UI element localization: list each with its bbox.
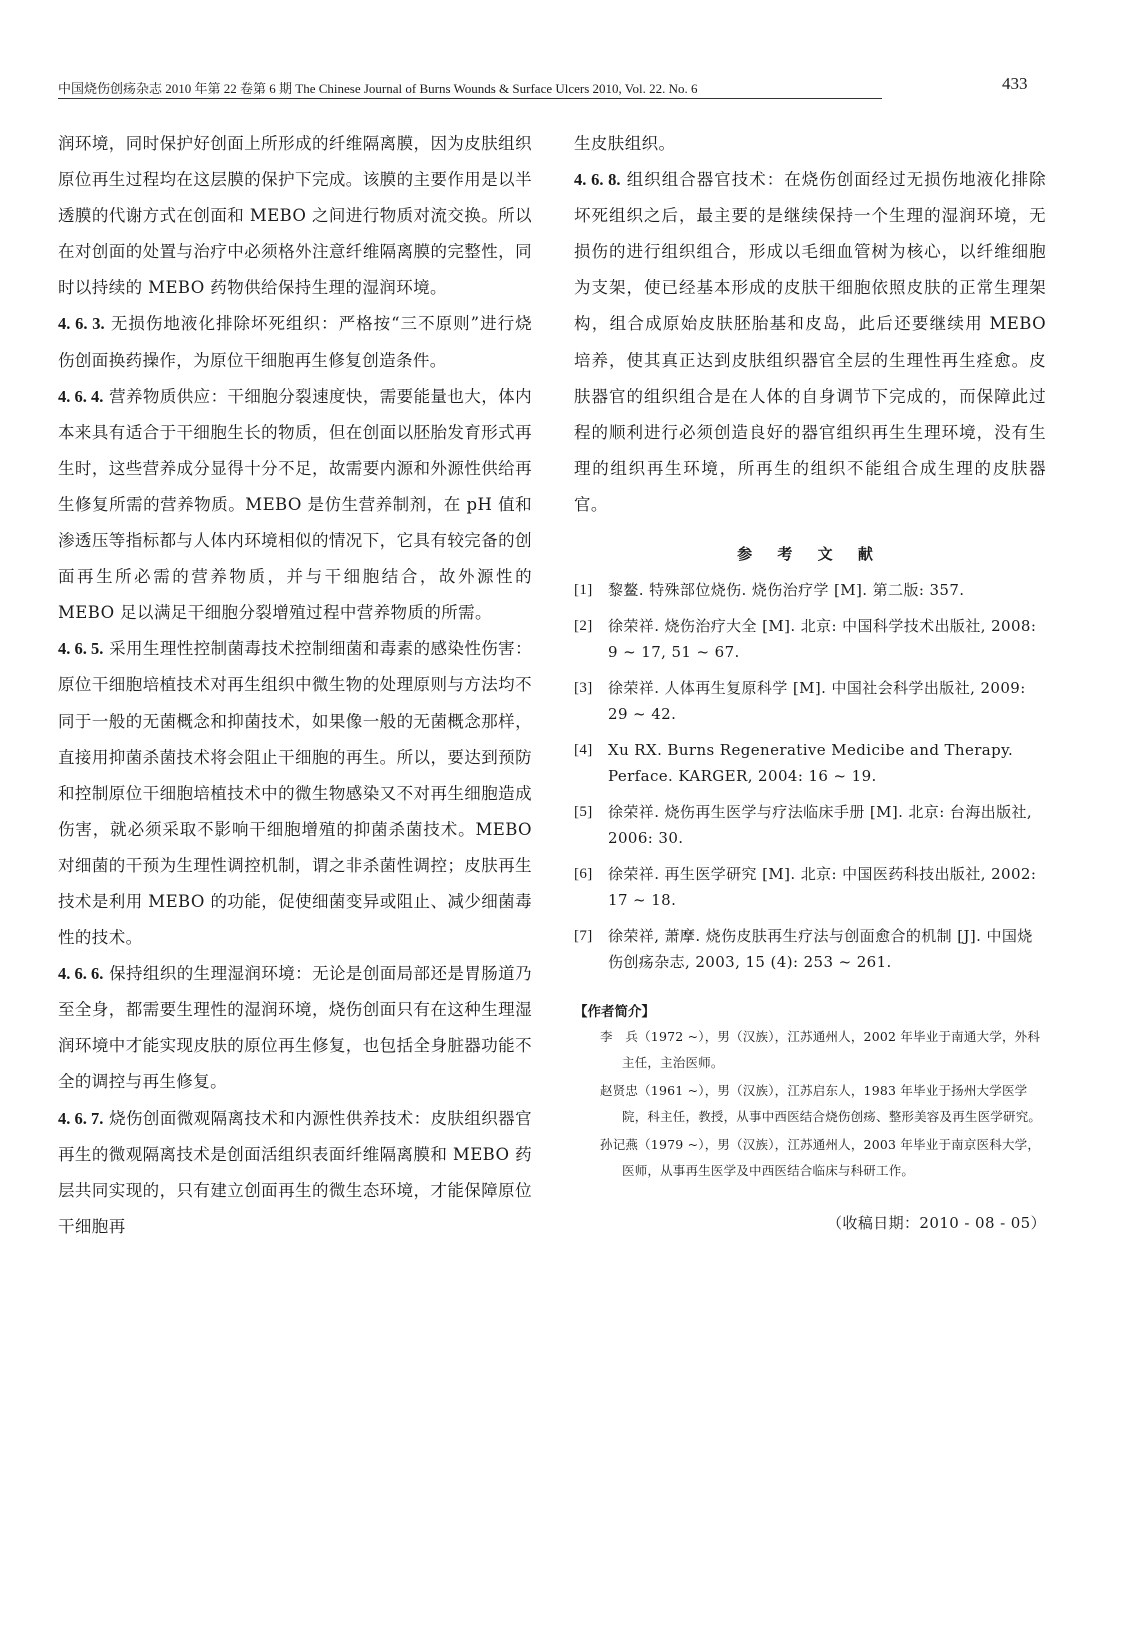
reference-text: 徐荣祥. 人体再生复原科学 [M]. 中国社会科学出版社, 2009: 29 ~ 42. (608, 678, 1026, 724)
reference-number: [3] (574, 679, 593, 696)
reference-item (574, 613, 1046, 666)
reference-text: 徐荣祥. 烧伤再生医学与疗法临床手册 [M]. 北京: 台海出版社, 2006: 30. (608, 802, 1033, 848)
reference-number: [6] (574, 865, 593, 882)
reference-number: [2] (574, 617, 593, 634)
paragraph-text: 保持组织的生理湿润环境：无论是创面局部还是胃肠道乃至全身，都需要生理性的湿润环境，烧伤创面只有在这种生理湿润环境中才能实现皮肤的原位再生修复，也包括全身脏器功能不全的调控与再生修复。 (58, 964, 533, 1092)
left-column (58, 126, 532, 1245)
reference-text: 徐荣祥, 萧摩. 烧伤皮肤再生疗法与创面愈合的机制 [J]. 中国烧伤创疡杂志, 2003, 15 (4): 253 ~ 261. (608, 926, 1033, 972)
reference-text: 黎鳌. 特殊部位烧伤. 烧伤治疗学 [M]. 第二版: 357. (608, 581, 965, 600)
section-number: 4. 6. 3. (58, 314, 105, 334)
paragraph-text: 营养物质供应：干细胞分裂速度快，需要能量也大，体内本来具有适合于干细胞生长的物质，但在创面以胚胎发育形式再生时，这些营养成分显得十分不足，故需要内源和外源性供给再生修复所需的营养物质。MEBO 是仿生营养制剂，在 pH 值和渗透压等指标都与人体内环境相似的情况下，它具有较完备的创面再生所必需的营养物质，并与干细胞结合，故外源性的 MEBO 足以满足干细胞分裂增殖过程中营养物质的所需。 (58, 386, 533, 623)
reference-item (574, 861, 1046, 914)
paragraph (58, 956, 532, 1100)
received-date: （收稿日期：2010 - 08 - 05） (827, 1213, 1046, 1232)
reference-list (574, 577, 1046, 976)
reference-number: [1] (574, 582, 593, 599)
section-number: 4. 6. 7. (58, 1108, 104, 1128)
section-number: 4. 6. 4. (58, 386, 104, 406)
reference-number: [7] (574, 927, 593, 944)
page-number: 433 (1002, 74, 1028, 93)
paragraph-text: 生皮肤组织。 (574, 134, 676, 153)
reference-text: Xu RX. Burns Regenerative Medicibe and Therapy. Perface. KARGER, 2004: 16 ~ 19. (608, 740, 1014, 786)
references-heading: 参 考 文 献 (737, 545, 883, 564)
reference-item (574, 675, 1046, 728)
paragraph (58, 306, 532, 378)
reference-item (574, 737, 1046, 790)
reference-number: [4] (574, 741, 593, 758)
author-bio: 赵贤忠（1961 ~），男（汉族），江苏启东人，1983 年毕业于扬州大学医学院，科主任，教授，从事中西医结合烧伤创疡、整形美容及再生医学研究。 (600, 1082, 1042, 1124)
paragraph-text: 烧伤创面微观隔离技术和内源性供养技术：皮肤组织器官再生的微观隔离技术是创面活组织表面纤维隔离膜和 MEBO 药层共同实现的，只有建立创面再生的微生态环境，才能保障原位干细胞再 (58, 1108, 533, 1236)
author-info-heading: 【作者简介】 (574, 1003, 655, 1020)
author-bio: 李 兵（1972 ~），男（汉族），江苏通州人，2002 年毕业于南通大学，外科主任，主治医师。 (600, 1028, 1041, 1070)
right-column (574, 126, 1046, 1236)
paragraph (574, 126, 1046, 162)
section-number: 4. 6. 8. (574, 170, 621, 190)
paragraph-text: 组织组合器官技术：在烧伤创面经过无损伤地液化排除坏死组织之后，最主要的是继续保持一个生理的湿润环境，无损伤的进行组织组合，形成以毛细血管树为核心，以纤维细胞为支架，使已经基本形成的皮肤干细胞依照皮肤的正常生理架构，组合成原始皮肤胚胎基和皮岛，此后还要继续用 MEBO 培养，使其真正达到皮肤组织器官全层的生理性再生痊愈。皮肤器官的组织组合是在人体的自身调节下完成的，而保障此过程的顺利进行必须创造良好的器官组织再生生理环境，没有生理的组织再生环境，所再生的组织不能组合成生理的皮肤器官。 (574, 170, 1046, 514)
paragraph (58, 379, 532, 632)
section-number: 4. 6. 6. (58, 964, 104, 984)
section-number: 4. 6. 5. (58, 639, 104, 659)
paragraph-text: 采用生理性控制菌毒技术控制细菌和毒素的感染性伤害：原位干细胞培植技术对再生组织中微生物的处理原则与方法均不同于一般的无菌概念和抑菌技术，如果像一般的无菌概念那样，直接用抑菌杀菌技术将会阻止干细胞的再生。所以，要达到预防和控制原位干细胞培植技术中的微生物感染又不对再生细胞造成伤害，就必须采取不影响干细胞增殖的抑菌杀菌技术。MEBO 对细菌的干预为生理性调控机制，谓之非杀菌性调控；皮肤再生技术是利用 MEBO 的功能，促使细菌变异或阻止、减少细菌毒性的技术。 (58, 639, 533, 948)
reference-number: [5] (574, 803, 593, 820)
reference-item (574, 799, 1046, 852)
header-rule (58, 98, 882, 99)
paragraph (58, 631, 532, 956)
paragraph-text: 润环境，同时保护好创面上所形成的纤维隔离膜，因为皮肤组织原位再生过程均在这层膜的保护下完成。该膜的主要作用是以半透膜的代谢方式在创面和 MEBO 之间进行物质对流交换。所以在对创面的处置与治疗中必须格外注意纤维隔离膜的完整性，同时以持续的 MEBO 药物供给保持生理的湿润环境。 (58, 134, 532, 298)
paragraph (58, 126, 532, 306)
paragraph-text: 无损伤地液化排除坏死组织：严格按“三不原则”进行烧伤创面换药操作，为原位干细胞再生修复创造条件。 (58, 314, 533, 370)
paragraph (574, 162, 1046, 523)
reference-text: 徐荣祥. 烧伤治疗大全 [M]. 北京: 中国科学技术出版社, 2008: 9 ~ 17, 51 ~ 67. (608, 616, 1037, 662)
paragraph (58, 1101, 532, 1245)
running-head: 中国烧伤创疡杂志 2010 年第 22 卷第 6 期 The Chinese Journal of Burns Wounds & Surface Ulcers 2010, Vol. 22. No. 6 (58, 81, 698, 96)
author-bio: 孙记燕（1979 ~），男（汉族），江苏通州人，2003 年毕业于南京医科大学，医师，从事再生医学及中西医结合临床与科研工作。 (600, 1136, 1041, 1178)
reference-text: 徐荣祥. 再生医学研究 [M]. 北京: 中国医药科技出版社, 2002: 17 ~ 18. (608, 864, 1037, 910)
reference-item (574, 577, 1046, 604)
reference-item (574, 923, 1046, 976)
